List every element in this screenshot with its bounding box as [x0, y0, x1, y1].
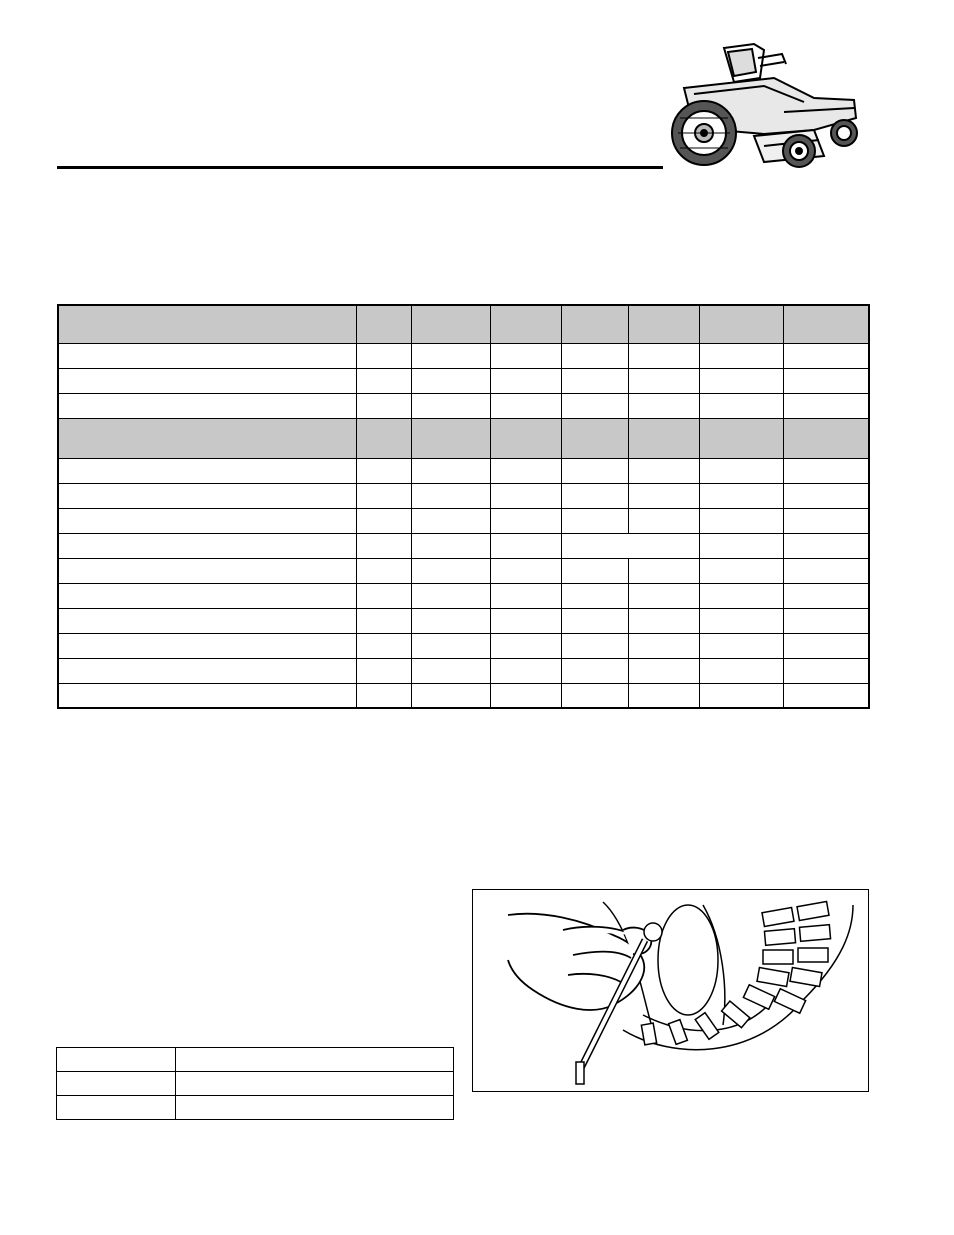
table-cell	[561, 483, 628, 508]
header-cell	[700, 418, 784, 458]
table-cell	[58, 558, 357, 583]
table-cell	[412, 458, 490, 483]
header-cell	[357, 418, 412, 458]
table-cell	[357, 393, 412, 418]
table-cell	[58, 583, 357, 608]
table-cell	[58, 458, 357, 483]
table-cell	[490, 393, 561, 418]
table-cell	[412, 633, 490, 658]
table-cell	[561, 343, 628, 368]
table-cell	[490, 343, 561, 368]
table-cell	[57, 1096, 176, 1120]
table-cell	[628, 508, 699, 533]
table-cell	[412, 368, 490, 393]
table-cell	[58, 508, 357, 533]
table-cell	[357, 343, 412, 368]
table-cell	[57, 1072, 176, 1096]
table-cell	[628, 393, 699, 418]
table-cell	[176, 1096, 454, 1120]
table-row	[58, 583, 869, 608]
table-cell	[784, 483, 869, 508]
table-row	[58, 343, 869, 368]
table-cell	[700, 633, 784, 658]
table-cell	[357, 633, 412, 658]
table-cell	[490, 658, 561, 683]
header-cell	[700, 305, 784, 343]
table-cell	[490, 583, 561, 608]
table-cell	[784, 343, 869, 368]
table-cell	[700, 483, 784, 508]
table-cell	[58, 343, 357, 368]
table-cell	[700, 368, 784, 393]
header-cell	[58, 418, 357, 458]
table-cell	[628, 608, 699, 633]
header-cell	[784, 418, 869, 458]
table-cell	[700, 393, 784, 418]
table-cell	[57, 1048, 176, 1072]
table-cell	[357, 508, 412, 533]
table-cell	[628, 483, 699, 508]
table-cell	[784, 683, 869, 708]
table-cell	[58, 658, 357, 683]
table-cell	[357, 558, 412, 583]
table-cell	[628, 633, 699, 658]
table-cell	[784, 583, 869, 608]
table-cell	[490, 458, 561, 483]
table-cell	[784, 458, 869, 483]
tire-pressure-table	[56, 1047, 454, 1120]
merged-table-cell	[561, 533, 699, 558]
table-cell	[412, 508, 490, 533]
table-cell	[58, 483, 357, 508]
table-cell	[561, 558, 628, 583]
table-row	[58, 683, 869, 708]
table-cell	[490, 368, 561, 393]
table-row	[58, 458, 869, 483]
header-cell	[561, 418, 628, 458]
table-row	[58, 658, 869, 683]
header-cell	[412, 418, 490, 458]
table-cell	[561, 393, 628, 418]
header-cell	[490, 418, 561, 458]
table-cell	[412, 658, 490, 683]
table-cell	[700, 583, 784, 608]
table-cell	[784, 633, 869, 658]
table-cell	[490, 508, 561, 533]
table-cell	[58, 683, 357, 708]
header-cell	[784, 305, 869, 343]
header-cell	[412, 305, 490, 343]
table-cell	[412, 558, 490, 583]
table-cell	[784, 533, 869, 558]
table-cell	[357, 458, 412, 483]
header-cell	[490, 305, 561, 343]
specification-table	[57, 304, 870, 709]
table-cell	[700, 683, 784, 708]
table-cell	[700, 343, 784, 368]
table-cell	[58, 608, 357, 633]
table-cell	[412, 683, 490, 708]
header-cell	[58, 305, 357, 343]
table-cell	[58, 393, 357, 418]
table-cell	[628, 368, 699, 393]
header-cell	[628, 305, 699, 343]
table-cell	[490, 608, 561, 633]
table-cell	[176, 1048, 454, 1072]
table-cell	[490, 683, 561, 708]
table-cell	[561, 683, 628, 708]
table-header-row	[58, 305, 869, 343]
table-cell	[176, 1072, 454, 1096]
table-cell	[628, 558, 699, 583]
table-cell	[561, 583, 628, 608]
table-row	[58, 393, 869, 418]
table-cell	[561, 658, 628, 683]
table-cell	[784, 658, 869, 683]
table-cell	[412, 343, 490, 368]
mower-illustration	[664, 38, 864, 173]
table-cell	[700, 508, 784, 533]
table-row	[57, 1096, 454, 1120]
table-cell	[628, 583, 699, 608]
table-row	[58, 558, 869, 583]
table-row	[58, 633, 869, 658]
table-cell	[490, 633, 561, 658]
table-row	[57, 1072, 454, 1096]
table-cell	[784, 558, 869, 583]
table-cell	[412, 608, 490, 633]
table-row	[58, 608, 869, 633]
table-cell	[357, 608, 412, 633]
table-cell	[561, 608, 628, 633]
table-cell	[58, 368, 357, 393]
table-cell	[357, 658, 412, 683]
header-cell	[561, 305, 628, 343]
table-cell	[357, 683, 412, 708]
table-row	[57, 1048, 454, 1072]
tire-gauge-figure	[472, 889, 869, 1092]
table-cell	[784, 608, 869, 633]
table-header-row	[58, 418, 869, 458]
table-cell	[700, 558, 784, 583]
table-cell	[357, 483, 412, 508]
header-cell	[357, 305, 412, 343]
header-rule	[57, 166, 663, 169]
table-cell	[700, 533, 784, 558]
table-cell	[357, 368, 412, 393]
header-cell	[628, 418, 699, 458]
table-cell	[628, 658, 699, 683]
table-cell	[357, 533, 412, 558]
table-cell	[412, 483, 490, 508]
table-cell	[700, 608, 784, 633]
table-cell	[357, 583, 412, 608]
table-cell	[700, 658, 784, 683]
table-row	[58, 533, 869, 558]
table-cell	[561, 508, 628, 533]
table-cell	[412, 393, 490, 418]
table-cell	[784, 393, 869, 418]
table-cell	[412, 533, 490, 558]
table-row	[58, 368, 869, 393]
table-cell	[561, 368, 628, 393]
table-cell	[784, 368, 869, 393]
table-cell	[561, 458, 628, 483]
table-cell	[628, 458, 699, 483]
table-cell	[490, 533, 561, 558]
table-cell	[490, 558, 561, 583]
table-cell	[628, 683, 699, 708]
table-row	[58, 483, 869, 508]
table-cell	[700, 458, 784, 483]
table-cell	[412, 583, 490, 608]
table-cell	[628, 343, 699, 368]
table-cell	[784, 508, 869, 533]
table-cell	[58, 533, 357, 558]
table-cell	[561, 633, 628, 658]
table-cell	[490, 483, 561, 508]
table-cell	[58, 633, 357, 658]
table-row	[58, 508, 869, 533]
tire-gauge-illustration	[473, 890, 868, 1091]
